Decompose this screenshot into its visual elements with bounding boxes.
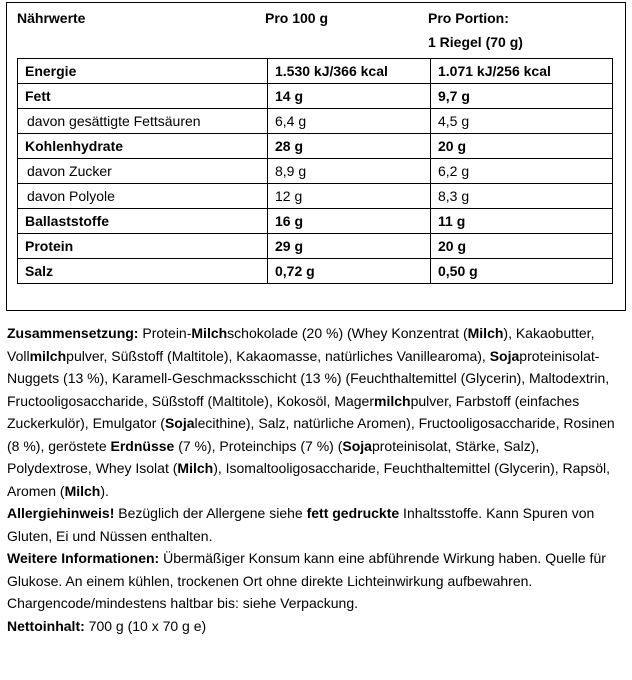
text-run: Inhaltsstoffe. Kann Spuren von Gluten, Ei und Nüssen enthalten. (7, 505, 595, 544)
table-row (18, 84, 613, 109)
allergen-highlight: Milch (467, 325, 504, 341)
table-row (18, 134, 613, 159)
text-run: Bezüglich der Allergene siehe (114, 505, 307, 521)
row-per-portion: 1.071 kJ/256 kcal (431, 59, 613, 84)
row-per-100g: 1.530 kJ/366 kcal (268, 59, 431, 84)
allergy-paragraph (7, 502, 625, 547)
allergen-highlight: Erdnüsse (110, 437, 175, 454)
text-run: (7 %), Proteinchips (7 %) ( (174, 437, 343, 454)
row-label: davon Zucker (18, 159, 268, 184)
row-label: Ballaststoffe (18, 209, 268, 234)
allergen-highlight: milch (29, 347, 67, 364)
net-content-label: Nettoinhalt: (7, 617, 85, 634)
allergen-highlight: Milch (177, 460, 214, 476)
row-label: Fett (18, 84, 268, 109)
row-label: Energie (18, 59, 268, 84)
further-info-label: Weitere Informationen: (7, 550, 160, 566)
row-label: davon Polyole (18, 184, 268, 209)
row-per-100g: 16 g (268, 209, 431, 234)
row-label: Protein (18, 234, 268, 259)
row-per-100g: 28 g (268, 134, 431, 159)
row-per-100g: 12 g (268, 184, 431, 209)
nutrition-table (17, 58, 613, 284)
row-per-100g: 14 g (268, 84, 431, 109)
row-per-portion: 8,3 g (431, 184, 613, 209)
text-run: Übermäßiger Konsum kann eine abführende Wirkung haben. Quelle für Glukose. An einem kühlen, trockenen Ort ohne direkte Lichteinwirkung aufbewahren. Chargencode/mindestens haltbar bis: siehe Verpackung. (7, 550, 606, 611)
table-row (18, 209, 613, 234)
row-per-portion: 11 g (431, 209, 613, 234)
header-per-portion: Pro Portion: (428, 10, 509, 26)
row-per-100g: 6,4 g (268, 109, 431, 134)
product-information (7, 322, 625, 637)
text-run: ), Isomaltooligosaccharide, Feuchthaltemittel (Glycerin), Rapsöl, Aromen ( (7, 460, 611, 499)
row-per-portion: 0,50 g (431, 259, 613, 284)
row-label: Salz (18, 259, 268, 284)
row-label: davon gesättigte Fettsäuren (18, 109, 268, 134)
row-per-portion: 20 g (431, 234, 613, 259)
text-run: pulver, Süßstoff (Maltitole), Kakaomasse, natürliches Vanillearoma), (66, 347, 490, 364)
row-per-100g: 0,72 g (268, 259, 431, 284)
table-row (18, 159, 613, 184)
text-run: proteinisolat, Stärke, Salz), Polydextrose, Whey Isolat ( (7, 437, 540, 476)
allergen-highlight: Soja (489, 347, 520, 364)
text-run: 700 g (10 x 70 g e) (84, 617, 207, 634)
text-run: pulver, Farbstoff (einfaches Zuckerkulör), Emulgator ( (7, 392, 580, 431)
allergen-highlight: milch (374, 392, 411, 409)
text-run: proteinisolat-Nuggets (13 %), Karamell-Geschmacksschicht (13 %) (Feuchthaltemittel (Glycerin), Maltodextrin, Fructooligosaccharide, Süßstoff (Maltitole), Kokosöl, Mager (7, 347, 610, 409)
allergen-highlight: Milch (191, 325, 228, 341)
bold-phrase: fett gedruckte (306, 505, 400, 521)
allergy-label: Allergiehinweis! (7, 505, 115, 521)
table-row (18, 234, 613, 259)
row-per-portion: 20 g (431, 134, 613, 159)
row-per-portion: 6,2 g (431, 159, 613, 184)
row-label: Kohlenhydrate (18, 134, 268, 159)
header-portion-size: 1 Riegel (70 g) (428, 34, 523, 50)
composition-paragraph (7, 322, 625, 502)
row-per-100g: 8,9 g (268, 159, 431, 184)
composition-label: Zusammensetzung: (7, 325, 139, 341)
allergen-highlight: Milch (64, 482, 101, 499)
table-row (18, 109, 613, 134)
text-run: Protein- (138, 325, 192, 341)
row-per-100g: 29 g (268, 234, 431, 259)
text-run: schokolade (20 %) (Whey Konzentrat ( (227, 325, 468, 341)
allergen-highlight: Soja (164, 415, 195, 431)
header-per-100g: Pro 100 g (265, 10, 329, 26)
text-run: lecithine), Salz, natürliche Aromen), Fructooligosaccharide, Rosinen (8 %), geröstete (7, 415, 615, 454)
text-run: ), Kakaobutter, Voll (7, 325, 595, 364)
net-content-paragraph (7, 615, 625, 638)
table-row (18, 59, 613, 84)
row-per-portion: 9,7 g (431, 84, 613, 109)
header-naehrwerte: Nährwerte (17, 10, 86, 26)
text-run: ). (100, 482, 109, 499)
row-per-portion: 4,5 g (431, 109, 613, 134)
allergen-highlight: Soja (342, 437, 372, 454)
table-row (18, 259, 613, 284)
further-info-paragraph (7, 547, 625, 615)
table-row (18, 184, 613, 209)
